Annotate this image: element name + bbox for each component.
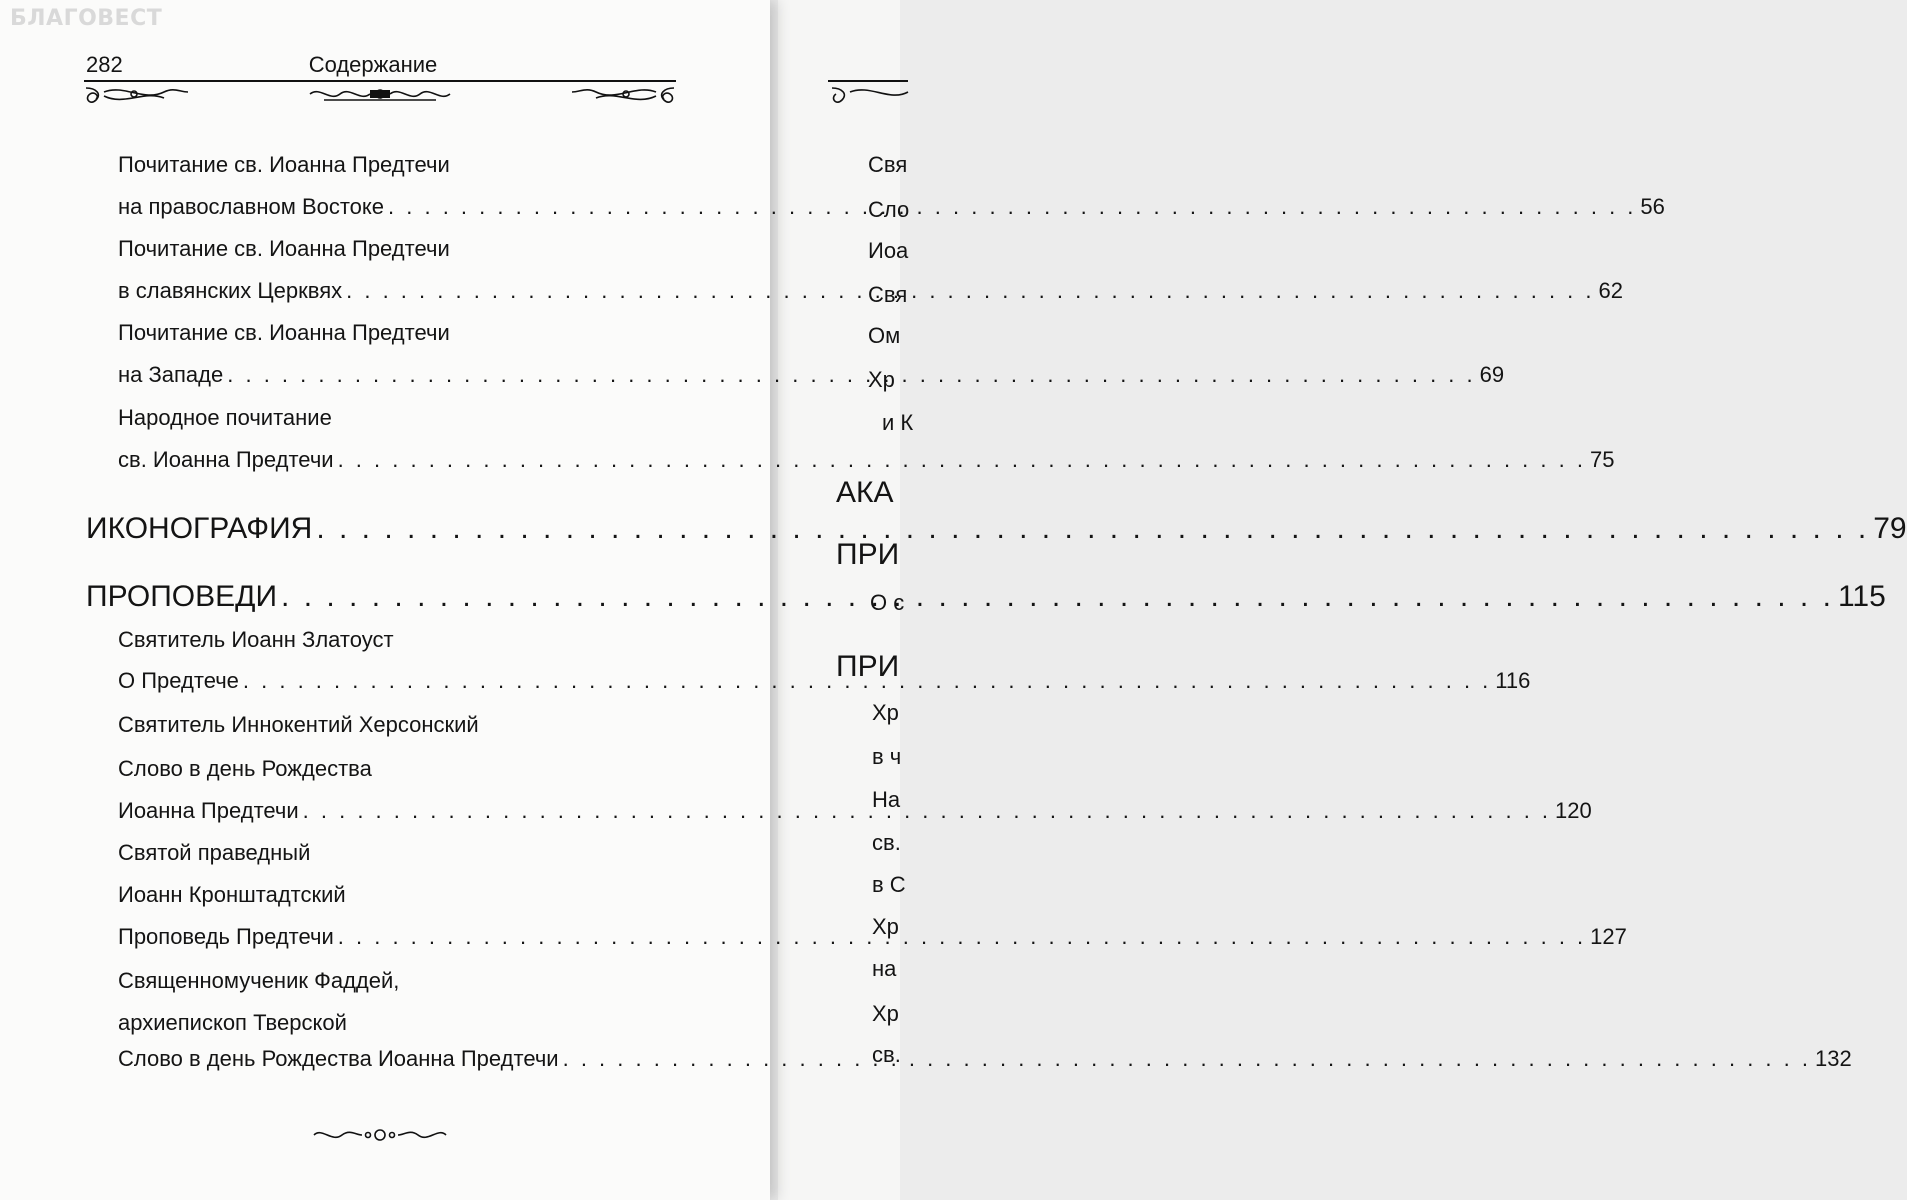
toc-entry-line — [118, 447, 1615, 473]
toc-page-number: 132 — [1814, 1046, 1852, 1071]
toc-entry-text: Слово в день Рождества — [118, 756, 372, 781]
right-page-fragment: св. — [872, 830, 901, 855]
toc-entry-text: Почитание св. Иоанна Предтечи — [118, 236, 450, 261]
right-page-fragment: на — [872, 956, 897, 981]
toc-entry-line — [118, 320, 658, 346]
toc-entry-line — [118, 798, 1592, 824]
toc-entry-line — [118, 405, 658, 431]
right-page-fragment: На — [872, 787, 901, 812]
dot-leader — [346, 278, 1594, 304]
toc-entry-line — [118, 152, 658, 178]
right-page-fragment: Сло — [868, 197, 910, 222]
right-page-fragment: в ч — [872, 744, 902, 769]
toc-entry-line — [118, 1010, 658, 1036]
dot-leader — [563, 1046, 1811, 1072]
dot-leader — [281, 580, 1834, 614]
right-page-fragment: О с — [870, 590, 905, 615]
right-page-fragment: в С — [872, 872, 906, 897]
right-page-fragment: Хр — [868, 367, 895, 392]
toc-entry-text: О Предтече — [118, 668, 239, 693]
toc-entry-text: на православном Востоке — [118, 194, 385, 219]
dot-leader — [338, 924, 1586, 950]
right-page-fragment: Хр — [872, 700, 899, 725]
right-page-fragment: Иоа — [868, 238, 909, 263]
toc-entry-line — [118, 882, 658, 908]
right-page-fragment: АКА — [836, 476, 894, 509]
toc-entry-line — [118, 840, 658, 866]
dot-leader — [316, 512, 1869, 546]
right-page-fragment: Хр — [872, 914, 899, 939]
right-page-fragment: Свя — [868, 152, 908, 177]
toc-page-number: 69 — [1479, 362, 1505, 387]
right-page-fragment: ПРИ — [836, 650, 900, 683]
dot-leader — [388, 194, 1636, 220]
toc-page-number: 116 — [1495, 668, 1531, 693]
toc-entry-text: Святитель Иоанн Златоуст — [118, 627, 394, 652]
toc-part-title: ПРОПОВЕДИ — [86, 580, 278, 613]
toc-entry-text: Почитание св. Иоанна Предтечи — [118, 320, 450, 345]
toc-entry-text: архиепископ Тверской — [118, 1010, 347, 1035]
toc-entry-line — [118, 236, 658, 262]
right-page-fragment: и К — [882, 410, 914, 435]
toc-page-number: 79 — [1873, 512, 1907, 545]
toc-entry-text: Святой праведный — [118, 840, 311, 865]
right-page-fragment: Свя — [868, 282, 908, 307]
dot-leader — [338, 447, 1586, 473]
toc-entry-text: Почитание св. Иоанна Предтечи — [118, 152, 450, 177]
toc-entry-text: Святитель Иннокентий Херсонский — [118, 712, 479, 737]
toc-page-number: 56 — [1640, 194, 1665, 219]
toc-entry-text: на Западе — [118, 362, 224, 387]
toc-entry-line — [118, 968, 658, 994]
toc-page-number: 75 — [1589, 447, 1615, 472]
toc-entry-text: Слово в день Рождества Иоанна Предтечи — [118, 1046, 559, 1071]
toc-entry-text: св. Иоанна Предтечи — [118, 447, 334, 472]
toc-page-number: 62 — [1598, 278, 1623, 303]
header-ornament — [84, 78, 676, 110]
right-page-fragment: Ом — [868, 323, 901, 348]
toc-page-number: 115 — [1837, 580, 1886, 613]
toc-page-number: 120 — [1555, 798, 1592, 823]
watermark: БЛАГОВЕСТ — [10, 6, 163, 31]
toc-entry-line — [118, 712, 658, 738]
page-number: 282 — [86, 52, 123, 77]
toc-page-number: 127 — [1590, 924, 1627, 949]
toc-part-title: ИКОНОГРАФИЯ — [86, 512, 313, 545]
footer-ornament — [312, 1124, 448, 1146]
right-page-fragment: Хр — [872, 1001, 899, 1026]
toc-entry-text: Священномученик Фаддей, — [118, 968, 400, 993]
toc-entry-line — [118, 668, 1531, 694]
toc-entry-text: Проповедь Предтечи — [118, 924, 334, 949]
toc-entry-line — [118, 627, 658, 653]
dot-leader — [227, 362, 1475, 388]
dot-leader — [303, 798, 1551, 824]
right-page-ornament — [828, 78, 908, 110]
right-page-fragment: св. — [872, 1042, 901, 1067]
toc-entry-line — [86, 512, 1907, 546]
toc-entry-text: Народное почитание — [118, 405, 332, 430]
toc-entry-text: Иоанна Предтечи — [118, 798, 299, 823]
running-title: Содержание — [308, 52, 438, 77]
right-page-fragment: ПРИ — [836, 538, 900, 571]
toc-entry-text: в славянских Церквях — [118, 278, 343, 303]
toc-entry-text: Иоанн Кронштадтский — [118, 882, 346, 907]
toc-entry-line — [118, 756, 658, 782]
